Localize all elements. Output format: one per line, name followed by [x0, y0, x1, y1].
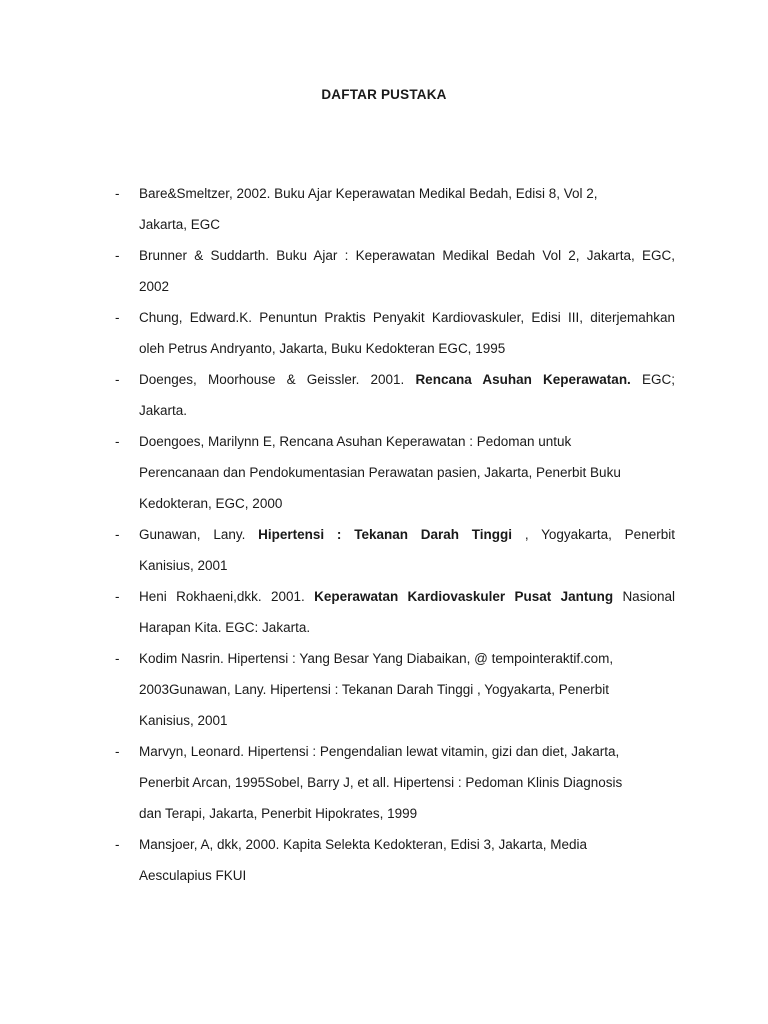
reference-item: [115, 240, 675, 302]
reference-bold-title: Keperawatan Kardiovaskuler Pusat Jantung: [314, 589, 614, 604]
reference-line: 2002: [139, 279, 170, 294]
reference-text: Gunawan, Lany.: [139, 527, 246, 542]
reference-text: , Yogyakarta, Penerbit: [524, 527, 675, 542]
reference-line: Chung, Edward.K. Penuntun Praktis Penyakit Kardiovaskuler, Edisi III, diterjemahkan: [139, 310, 675, 325]
reference-text: EGC;: [641, 372, 675, 387]
reference-item: [115, 581, 675, 643]
reference-line: Kodim Nasrin. Hipertensi : Yang Besar Yang Diabaikan, @ tempointeraktif.com,: [139, 651, 614, 666]
reference-line: Perencanaan dan Pendokumentasian Perawatan pasien, Jakarta, Penerbit Buku: [139, 465, 621, 480]
reference-line: Kedokteran, EGC, 2000: [139, 496, 283, 511]
reference-line: Kanisius, 2001: [139, 558, 228, 573]
reference-line: [139, 519, 675, 550]
reference-list: [115, 178, 675, 891]
list-dash: -: [115, 434, 120, 449]
reference-text: Doenges, Moorhouse & Geissler. 2001.: [139, 372, 405, 387]
reference-line: [139, 364, 675, 395]
reference-line: Kanisius, 2001: [139, 713, 228, 728]
reference-line: dan Terapi, Jakarta, Penerbit Hipokrates, 1999: [139, 806, 418, 821]
list-dash: -: [115, 186, 120, 201]
list-dash: -: [115, 248, 120, 263]
reference-item: [115, 736, 675, 829]
reference-item: [115, 178, 675, 240]
reference-line: Jakarta.: [139, 403, 188, 418]
list-dash: -: [115, 372, 120, 387]
reference-text: Nasional: [622, 589, 675, 604]
reference-item: [115, 364, 675, 426]
reference-line: Aesculapius FKUI: [139, 868, 247, 883]
list-dash: -: [115, 651, 120, 666]
reference-item: [115, 302, 675, 364]
reference-item: [115, 519, 675, 581]
reference-text: Heni Rokhaeni,dkk. 2001.: [139, 589, 305, 604]
reference-item: [115, 426, 675, 519]
reference-line: Harapan Kita. EGC: Jakarta.: [139, 620, 311, 635]
list-dash: -: [115, 589, 120, 604]
reference-item: [115, 829, 675, 891]
reference-line: oleh Petrus Andryanto, Jakarta, Buku Kedokteran EGC, 1995: [139, 341, 506, 356]
reference-line: Mansjoer, A, dkk, 2000. Kapita Selekta Kedokteran, Edisi 3, Jakarta, Media: [139, 837, 588, 852]
reference-line: Doengoes, Marilynn E, Rencana Asuhan Keperawatan : Pedoman untuk: [139, 434, 572, 449]
reference-bold-title: Rencana Asuhan Keperawatan.: [415, 372, 631, 387]
reference-line: Marvyn, Leonard. Hipertensi : Pengendalian lewat vitamin, gizi dan diet, Jakarta,: [139, 744, 620, 759]
list-dash: -: [115, 744, 120, 759]
reference-item: [115, 643, 675, 736]
list-dash: -: [115, 837, 120, 852]
reference-line: [139, 581, 675, 612]
reference-line: Bare&Smeltzer, 2002. Buku Ajar Keperawatan Medikal Bedah, Edisi 8, Vol 2,: [139, 186, 598, 201]
page-title: DAFTAR PUSTAKA: [321, 87, 447, 102]
list-dash: -: [115, 310, 120, 325]
reference-line: Jakarta, EGC: [139, 217, 221, 232]
reference-line: Penerbit Arcan, 1995Sobel, Barry J, et all. Hipertensi : Pedoman Klinis Diagnosis: [139, 775, 623, 790]
list-dash: -: [115, 527, 120, 542]
reference-line: 2003Gunawan, Lany. Hipertensi : Tekanan Darah Tinggi , Yogyakarta, Penerbit: [139, 682, 610, 697]
reference-bold-title: Hipertensi : Tekanan Darah Tinggi: [258, 527, 513, 542]
reference-line: Brunner & Suddarth. Buku Ajar : Keperawatan Medikal Bedah Vol 2, Jakarta, EGC,: [139, 248, 675, 263]
